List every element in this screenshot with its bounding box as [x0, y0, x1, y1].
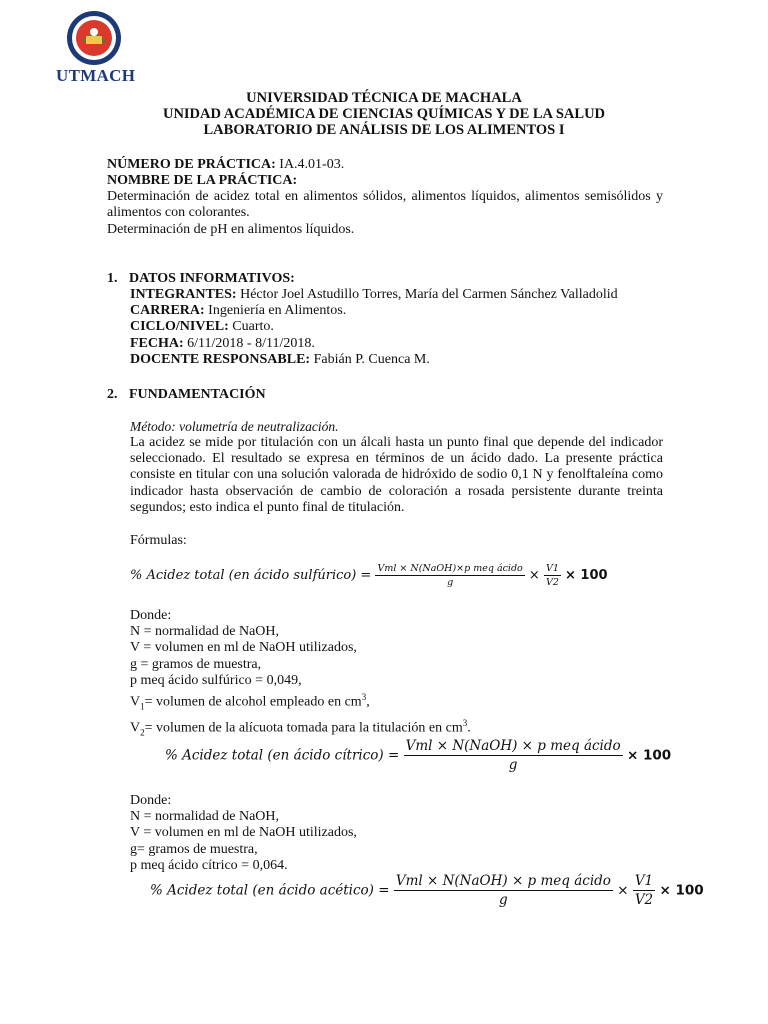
academic-unit: UNIDAD ACADÉMICA DE CIENCIAS QUÍMICAS Y DE LA SALUD [162, 106, 606, 122]
row-integrantes: INTEGRANTES: Héctor Joel Astudillo Torres, María del Carmen Sánchez Valladolid [130, 287, 618, 302]
row-fecha: FECHA: 6/11/2018 - 8/11/2018. [130, 335, 315, 351]
formula-3-v2: V2 [634, 892, 654, 908]
practice-name-text-2: Determinación de pH en alimentos líquidos. [107, 222, 355, 237]
university-name: UNIVERSIDAD TÉCNICA DE MACHALA [246, 90, 522, 106]
laboratory-name: LABORATORIO DE ANÁLISIS DE LOS ALIMENTOS I [203, 122, 565, 138]
fundamentacion-paragraph: La acidez se mide por titulación con un álcali hasta un punto final que depende del indicador seleccionado. El resultado se expresa en términos de un ácido dado. La presente práctica consiste en titular con una solución valorada de hidróxido de sodio 0,1 N y fenolftaleína como indicador hasta observación de cambio de coloración a rosada persistente durante treinta segundos; esto indica el punto final de titulación. [130, 435, 663, 515]
formula-3-denominator: g [499, 892, 508, 908]
formula-sulfuric: % Acidez total (en ácido sulfúrico) = $\frac{\text{Vml × N(NaOH)×p meq ácido}}{g}$ × $\frac{V1}{V2}$ × 100 [130, 563, 608, 588]
utmach-logo-text: UTMACH [56, 66, 136, 85]
row-docente: DOCENTE RESPONSABLE: Fabián P. Cuenca M. [130, 351, 430, 367]
where-2-block: Donde: N = normalidad de NaOH, V = volumen en ml de NaOH utilizados, g= gramos de muestra, p meq ácido cítrico = 0,064. [130, 793, 357, 873]
formula-2-tail: × 100 [626, 747, 672, 764]
practice-name-text: Determinación de acidez total en alimentos sólidos, alimentos líquidos, alimentos semisólidos y alimentos con colorantes. [107, 189, 663, 221]
formula-citric [165, 738, 671, 773]
formula-3-v1: V1 [634, 873, 654, 889]
formula-3-lhs: % Acidez total (en ácido acético) = [150, 882, 390, 899]
formula-3-tail: × 100 [659, 882, 704, 899]
formula-1-lhs: % Acidez total (en ácido sulfúrico) = [130, 568, 372, 583]
formula-1-denominator: g [447, 577, 454, 588]
formula-acetic: % Acidez total (en ácido acético) = $\frac{\text{Vml × N(NaOH) × p meq ácido}}{g}$ × $\frac{V1}{V2}$ × 100 [150, 873, 704, 908]
formula-2-denominator: g [508, 757, 518, 773]
formula-2-numerator: Vml × N(NaOH) × p meq ácido [405, 738, 621, 754]
formula-1-v1: V1 [545, 563, 559, 574]
row-ciclo: CICLO/NIVEL: Cuarto. [130, 319, 274, 335]
section-1-heading: 1. DATOS INFORMATIVOS: [107, 271, 295, 286]
formula-2-lhs: % Acidez total (en ácido cítrico) = [165, 747, 400, 764]
section-2-heading: 2. FUNDAMENTACIÓN [107, 387, 266, 402]
formula-3-numerator: Vml × N(NaOH) × p meq ácido [395, 873, 611, 889]
formula-1-tail: × 100 [565, 568, 608, 583]
practice-name-label: NOMBRE DE LA PRÁCTICA: [107, 173, 298, 188]
practice-number: NÚMERO DE PRÁCTICA: IA.4.01-03. [107, 157, 345, 172]
formulas-label: Fórmulas: [130, 533, 187, 548]
row-carrera: CARRERA: Ingeniería en Alimentos. [130, 303, 347, 319]
formula-1-numerator: Vml × N(NaOH)×p meq ácido [377, 563, 523, 574]
formula-1-v2: V2 [545, 577, 559, 588]
section-1-rows [130, 287, 663, 368]
document-header [0, 90, 768, 138]
method-text: Método: volumetría de neutralización. [130, 419, 339, 434]
where-1-block: Donde: N = normalidad de NaOH, V = volumen en ml de NaOH utilizados, g = gramos de muestra, p meq ácido sulfúrico = 0,049, $V_1=$ volumen de alcohol empleado en $cm^3$, $V_2=$ volumen de la alícuota tomada para la titulación en $cm^3$. [130, 608, 471, 738]
